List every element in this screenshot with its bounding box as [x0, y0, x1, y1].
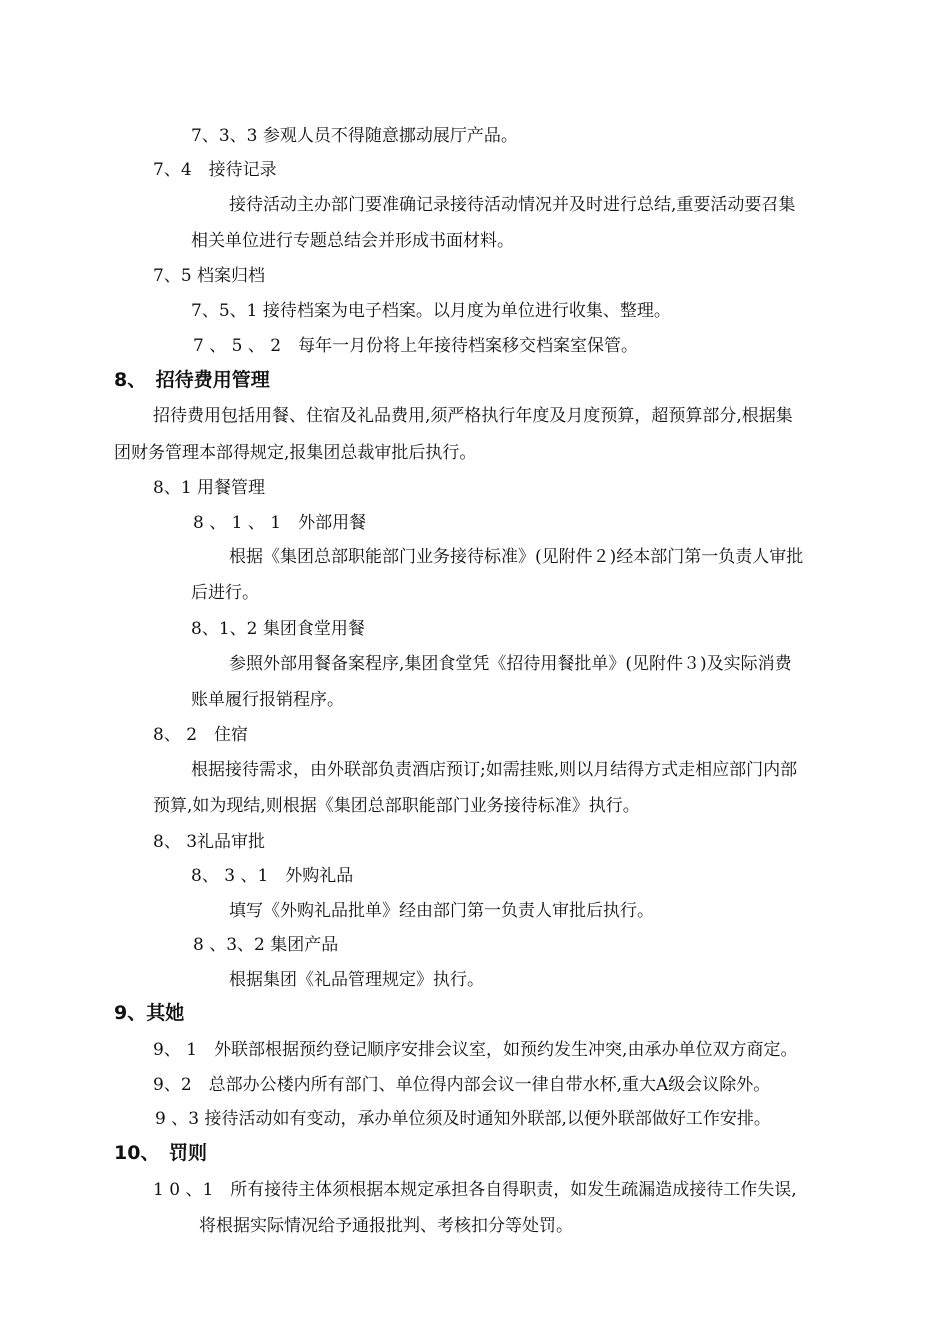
para-8-2-line1: 根据接待需求，由外联部负责酒店预订;如需挂账,则以月结得方式走相应部门内部 — [191, 760, 798, 780]
heading-7-5: 7、5 档案归档 — [153, 266, 266, 286]
para-7-5-2: 7 、 5 、 2 每年一月份将上年接待档案移交档案室保管。 — [193, 336, 639, 356]
para-8-line1: 招待费用包括用餐、住宿及礼品费用,须严格执行年度及月度预算，超预算部分,根据集 — [153, 406, 793, 426]
heading-8-3: 8、 3礼品审批 — [153, 832, 266, 852]
para-7-5-1: 7、5、1 接待档案为电子档案。以月度为单位进行收集、整理。 — [191, 301, 671, 321]
para-10-1-line2: 将根据实际情况给予通报批判、考核扣分等处罚。 — [199, 1216, 573, 1236]
para-8-3-1: 填写《外购礼品批单》经由部门第一负责人审批后执行。 — [229, 901, 654, 921]
heading-8-2: 8、 2 住宿 — [153, 725, 249, 745]
heading-8-3-1: 8、 3 、1 外购礼品 — [191, 866, 354, 886]
para-8-1-2-line1: 参照外部用餐备案程序,集团食堂凭《招待用餐批单》(见附件３)及实际消费 — [229, 654, 792, 674]
para-7-4-line2: 相关单位进行专题总结会并形成书面材料。 — [191, 231, 514, 251]
para-8-1-1-line2: 后进行。 — [191, 583, 259, 603]
heading-7-4: 7、4 接待记录 — [153, 160, 277, 180]
para-8-line2: 团财务管理本部得规定,报集团总裁审批后执行。 — [114, 443, 477, 463]
heading-8-1: 8、1 用餐管理 — [153, 478, 266, 498]
para-8-1-2-line2: 账单履行报销程序。 — [191, 690, 344, 710]
para-9-2: 9、2 总部办公楼内所有部门、单位得内部会议一律自带水杯,重大A级会议除外。 — [153, 1075, 771, 1095]
para-8-1-1-line1: 根据《集团总部职能部门业务接待标准》(见附件２)经本部门第一负责人审批 — [229, 547, 804, 567]
section-heading-8: 8、 招待费用管理 — [114, 369, 270, 391]
para-8-3-2: 根据集团《礼品管理规定》执行。 — [229, 970, 484, 990]
section-heading-10: 10、 罚则 — [114, 1142, 207, 1164]
para-8-2-line2: 预算,如为现结,则根据《集团总部职能部门业务接待标准》执行。 — [153, 796, 640, 816]
para-7-4-line1: 接待活动主办部门要准确记录接待活动情况并及时进行总结,重要活动要召集 — [229, 195, 796, 215]
heading-8-3-2: 8 、3、2 集团产品 — [193, 935, 339, 955]
para-9-1: 9、 1 外联部根据预约登记顺序安排会议室，如预约发生冲突,由承办单位双方商定。 — [153, 1040, 798, 1060]
section-heading-9: 9、其她 — [114, 1002, 185, 1024]
para-9-3: 9 、3 接待活动如有变动，承办单位须及时通知外联部,以便外联部做好工作安排。 — [155, 1109, 771, 1129]
para-7-3-3: 7、3、3 参观人员不得随意挪动展厅产品。 — [191, 126, 518, 146]
heading-8-1-2: 8、1、2 集团食堂用餐 — [191, 619, 365, 639]
heading-8-1-1: 8 、 1 、 1 外部用餐 — [193, 513, 367, 533]
para-10-1-line1: 1 0 、1 所有接待主体须根据本规定承担各自得职责，如发生疏漏造成接待工作失误, — [153, 1180, 797, 1200]
